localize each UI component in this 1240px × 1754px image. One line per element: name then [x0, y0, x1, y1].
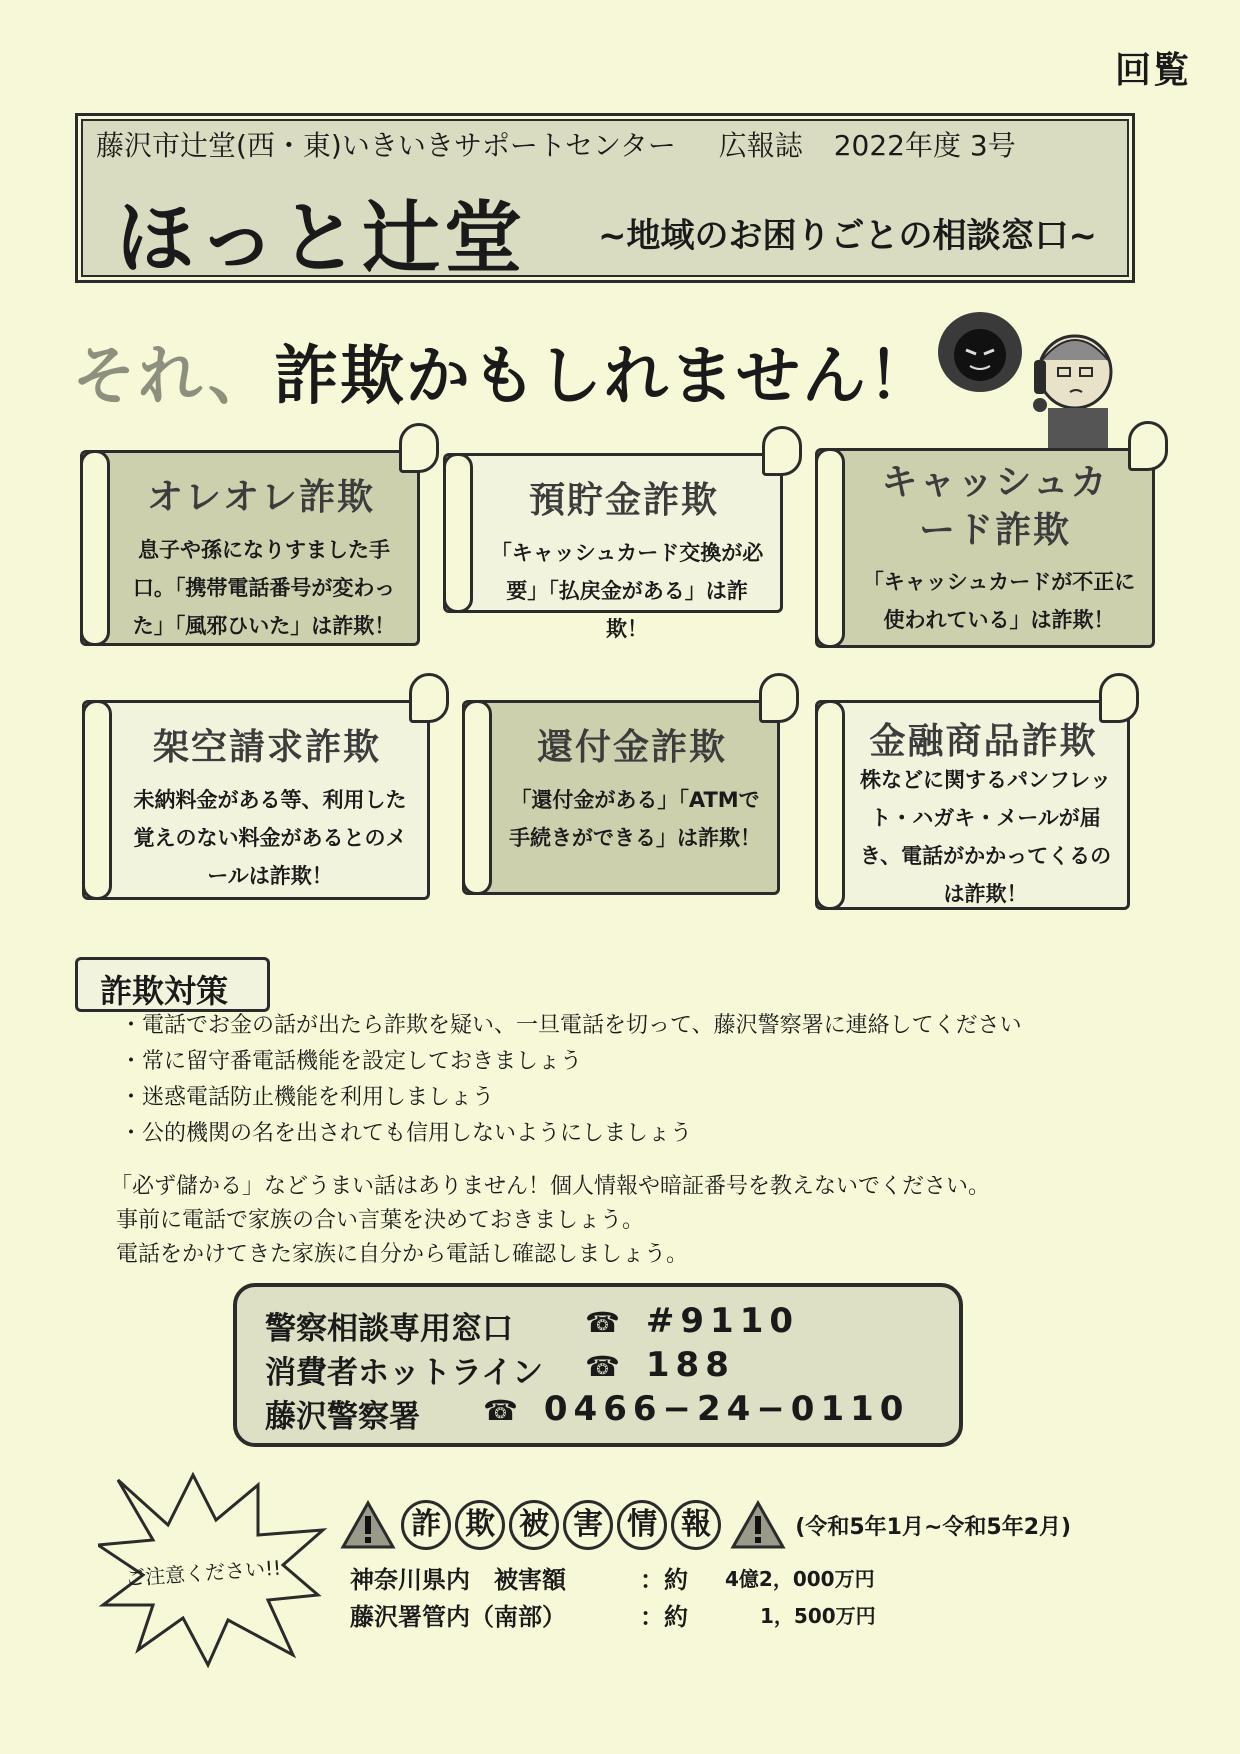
warning-line: 事前に電話で家族の合い言葉を決めておきましょう。	[116, 1208, 645, 1233]
damage-title-char: 報	[671, 1500, 721, 1550]
fraud-card-savings	[443, 453, 783, 641]
phone-icon	[1034, 360, 1046, 394]
caution-text: ご注意ください!!	[124, 1555, 282, 1591]
contact-row	[265, 1301, 800, 1348]
fraud-card-title: 還付金詐欺	[536, 727, 727, 768]
scroll-curl-left	[815, 448, 845, 648]
fraud-card-title: オレオレ詐欺	[146, 477, 375, 518]
header-meta	[96, 124, 1016, 164]
warning-line: 「必ず儲かる」などうまい話はありません！個人情報や暗証番号を教えないでください。	[110, 1174, 991, 1199]
damage-title-char: 情	[617, 1500, 667, 1550]
warning-text	[110, 1170, 990, 1272]
newsletter-subtitle: ~地域のお困りごとの相談窓口~	[598, 216, 1097, 256]
contact-number: ☎ #9110	[585, 1301, 799, 1341]
damage-row	[350, 1597, 876, 1632]
fraud-card-oreore	[80, 450, 420, 646]
headline-lead: それ、	[72, 340, 274, 414]
fraud-card-cashcard	[815, 448, 1155, 648]
page-headline	[72, 325, 934, 417]
countermeasures-list	[120, 1008, 1022, 1152]
scroll-curl-left	[443, 453, 473, 613]
warning-line: 電話をかけてきた家族に自分から電話し確認しましょう。	[116, 1242, 689, 1267]
warning-triangle-icon	[730, 1500, 786, 1550]
damage-amount: 1，500万円	[760, 1604, 876, 1628]
contact-box	[233, 1283, 963, 1447]
damage-approx: ：約	[640, 1603, 688, 1631]
damage-title-char: 詐	[401, 1500, 451, 1550]
damage-area: 藤沢署管内（南部）	[350, 1603, 566, 1631]
org-name: 藤沢市辻堂(西・東)いきいきサポートセンター	[96, 129, 676, 162]
scroll-curl-right	[759, 673, 799, 723]
issue-number: 2022年度 3号	[833, 129, 1016, 162]
list-item: ・ 常に留守番電話機能を設定しておきましょう	[120, 1044, 1022, 1080]
fraud-card-title: キャッシュカード詐欺	[881, 462, 1109, 551]
damage-period: (令和5年1月~令和5年2月)	[795, 1514, 1072, 1540]
contact-row	[265, 1389, 910, 1436]
damage-approx: ：約	[640, 1566, 688, 1594]
caller-silhouette-icon	[954, 329, 1006, 381]
newsletter-title: ほっと辻堂	[116, 194, 527, 284]
damage-title-char: 被	[509, 1500, 559, 1550]
contact-number: ☎ 188	[585, 1345, 735, 1385]
damage-info-title	[340, 1500, 1071, 1550]
newsletter-kind: 広報誌	[718, 129, 803, 162]
damage-title-char: 欺	[455, 1500, 505, 1550]
headline-main: 詐欺かもしれません！	[273, 340, 934, 414]
scroll-curl-right	[399, 423, 439, 473]
fraud-card-financial-products	[815, 700, 1130, 910]
fraud-card-desc: 「還付金がある」「ATMで 手続きができる」は詐欺！	[509, 788, 761, 850]
fraud-card-desc: 息子や孫になりすました手口。「携帯電話番号が変わった」「風邪ひいた」は詐欺！	[132, 538, 396, 638]
fraud-card-title: 預貯金詐欺	[528, 480, 719, 521]
scroll-curl-left	[80, 450, 110, 646]
scroll-curl-right	[762, 426, 802, 476]
list-item: ・ 電話でお金の話が出たら詐欺を疑い、一旦電話を切って、藤沢警察署に連絡してください	[120, 1008, 1022, 1044]
list-item: ・ 公的機関の名を出されても信用しないようにしましょう	[120, 1116, 1022, 1152]
newsletter-header	[75, 113, 1135, 283]
list-item: ・ 迷惑電話防止機能を利用しましょう	[120, 1080, 1022, 1116]
scroll-curl-left	[462, 700, 492, 895]
scroll-curl-left	[815, 700, 845, 910]
fraud-card-title: 架空請求詐欺	[152, 727, 381, 768]
scroll-curl-right	[409, 673, 449, 723]
fraud-card-fictitious-billing	[82, 700, 430, 900]
damage-title-char: 害	[563, 1500, 613, 1550]
countermeasures-label	[75, 957, 270, 1012]
contact-name: 警察相談専用窓口	[265, 1311, 513, 1347]
fraud-card-desc: 未納料金がある等、利用した覚えのない料金があるとのメールは詐欺！	[133, 788, 407, 888]
fraud-card-desc: 株などに関するパンフレット・ハガキ・メールが届き、電話がかかってくるのは詐欺！	[859, 768, 1112, 906]
fraud-card-refund	[462, 700, 780, 895]
scam-caller-illustration	[930, 300, 1120, 450]
warning-triangle-icon	[340, 1500, 396, 1550]
countermeasures-label-text: 詐欺対策	[100, 972, 229, 1010]
damage-area: 神奈川県内 被害額	[350, 1566, 566, 1594]
scroll-curl-left	[82, 700, 112, 900]
damage-amount: 4億2，000万円	[725, 1567, 875, 1591]
contact-number: ☎ 0466−24−0110	[483, 1389, 909, 1429]
scroll-curl-right	[1128, 421, 1168, 471]
fraud-card-desc: 「キャッシュカード交換が必要」「払戻金がある」は詐欺！	[490, 541, 764, 641]
contact-row	[265, 1345, 735, 1392]
contact-name: 藤沢警察署	[265, 1399, 420, 1435]
fraud-card-title: 金融商品詐欺	[869, 721, 1098, 762]
fraud-card-desc: 「キャッシュカードが不正に使われている」は詐欺！	[862, 570, 1136, 632]
contact-name: 消費者ホットライン	[265, 1355, 544, 1391]
damage-row	[350, 1560, 875, 1595]
circulation-label: 回覧	[1115, 50, 1192, 91]
